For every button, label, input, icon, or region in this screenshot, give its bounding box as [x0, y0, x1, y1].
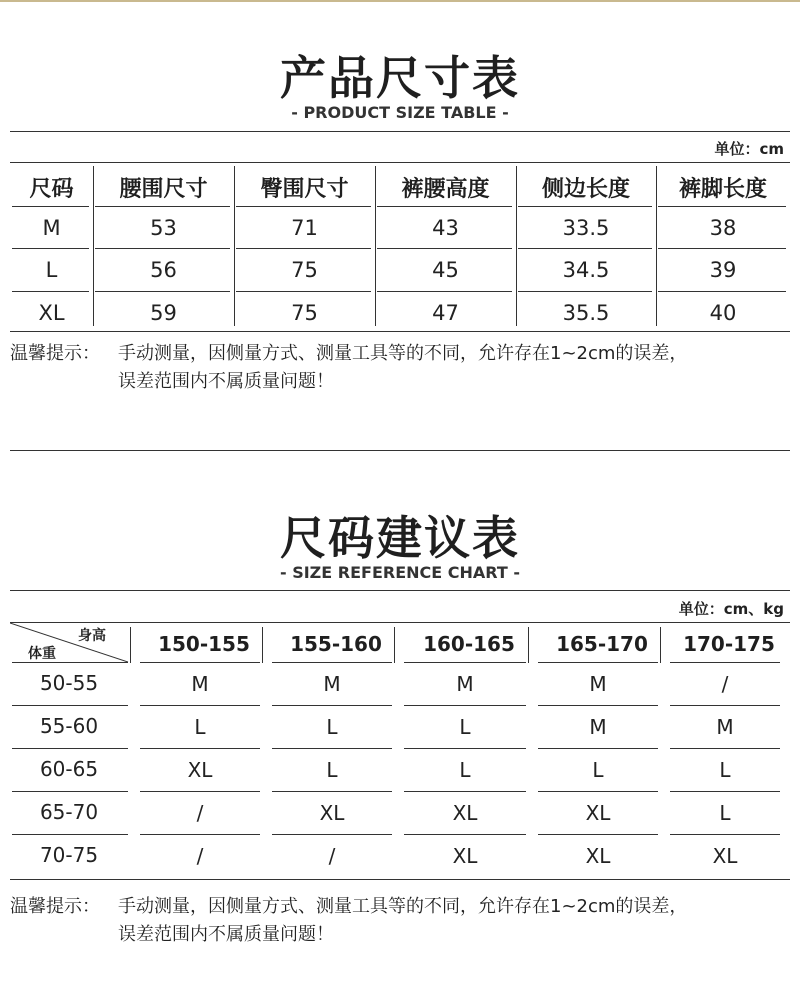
row-divider — [518, 248, 652, 249]
measurement-value: 75 — [291, 301, 318, 325]
recommended-size: M — [191, 672, 209, 696]
row-divider — [140, 748, 260, 749]
recommended-size: / — [328, 844, 336, 868]
measurement-value: 38 — [709, 216, 737, 240]
row-divider — [670, 834, 780, 835]
weight-range-label: 65-70 — [39, 800, 99, 824]
column-divider — [262, 627, 263, 663]
recommended-size: M — [589, 672, 607, 696]
row-divider — [272, 662, 392, 663]
recommended-size: XL — [585, 844, 611, 868]
weight-range-label: 50-55 — [39, 671, 99, 695]
measurement-value: 33.5 — [562, 216, 610, 240]
tip-line-2: 误差范围内不属质量问题！ — [118, 924, 334, 945]
row-divider — [140, 834, 260, 835]
row-divider — [272, 834, 392, 835]
measurement-value: 53 — [150, 216, 177, 240]
row-divider — [140, 705, 260, 706]
recommended-size: L — [326, 758, 338, 782]
row-divider — [272, 705, 392, 706]
divider — [10, 131, 790, 132]
measurement-value: 40 — [709, 301, 737, 325]
divider — [10, 162, 790, 163]
divider — [10, 879, 790, 880]
row-divider — [12, 206, 89, 207]
row-divider — [12, 248, 89, 249]
measurement-value: 56 — [150, 258, 177, 282]
row-divider — [12, 791, 128, 792]
row-divider — [538, 705, 658, 706]
recommended-size: XL — [319, 801, 345, 825]
row-divider — [670, 791, 780, 792]
recommended-size: L — [592, 758, 604, 782]
column-divider — [660, 627, 661, 663]
height-range-header: 170-175 — [683, 632, 775, 656]
measurement-value: 34.5 — [562, 258, 610, 282]
row-divider — [236, 248, 371, 249]
size-table-header: 裤腰高度 — [401, 177, 490, 202]
size-table-header: 臀围尺寸 — [260, 177, 349, 202]
measurement-value: 59 — [150, 301, 177, 325]
row-divider — [377, 248, 512, 249]
row-divider — [272, 748, 392, 749]
recommended-size: L — [719, 801, 731, 825]
column-divider — [130, 627, 131, 663]
section-divider — [10, 450, 790, 451]
row-divider — [518, 206, 652, 207]
row-divider — [538, 834, 658, 835]
recommended-size: M — [589, 715, 607, 739]
measurement-value: 71 — [291, 216, 318, 240]
recommended-size: XL — [187, 758, 213, 782]
weight-range-label: 70-75 — [39, 843, 99, 867]
recommended-size: M — [323, 672, 341, 696]
recommended-size: XL — [712, 844, 738, 868]
recommended-size: XL — [452, 844, 478, 868]
row-divider — [670, 662, 780, 663]
tip-label: 温馨提示： — [10, 896, 100, 917]
weight-range-label: 60-65 — [39, 757, 99, 781]
row-divider — [538, 748, 658, 749]
measurement-value: 47 — [432, 301, 459, 325]
size-table-tip — [10, 340, 800, 396]
recommended-size: XL — [585, 801, 611, 825]
row-divider — [272, 791, 392, 792]
row-divider — [377, 291, 512, 292]
measurement-value: 45 — [432, 258, 459, 282]
row-divider — [95, 248, 230, 249]
row-divider — [95, 206, 230, 207]
size-table-header: 尺码 — [29, 177, 74, 202]
height-range-header: 155-160 — [290, 632, 382, 656]
column-divider — [394, 627, 395, 663]
row-divider — [670, 748, 780, 749]
recommended-size: L — [194, 715, 206, 739]
size-table-unit: 单位：cm — [714, 140, 784, 158]
row-divider — [404, 705, 526, 706]
reference-chart-title: 尺码建议表 — [280, 511, 520, 565]
corner-weight-label: 体重 — [28, 646, 56, 662]
reference-chart-unit: 单位：cm、kg — [678, 600, 784, 618]
row-divider — [377, 206, 512, 207]
measurement-value: 43 — [432, 216, 459, 240]
measurement-value: 35.5 — [562, 301, 610, 325]
recommended-size: / — [196, 844, 204, 868]
recommended-size: L — [719, 758, 731, 782]
row-divider — [538, 662, 658, 663]
tip-line-2: 误差范围内不属质量问题！ — [118, 371, 334, 392]
tip-line-1: 手动测量，因侧量方式、测量工具等的不同，允许存在1~2cm的误差， — [118, 343, 688, 364]
row-divider — [670, 705, 780, 706]
recommended-size: M — [456, 672, 474, 696]
reference-chart-subtitle: - SIZE REFERENCE CHART - — [279, 563, 521, 582]
row-divider — [140, 662, 260, 663]
recommended-size: M — [716, 715, 734, 739]
row-divider — [518, 291, 652, 292]
measurement-value: 39 — [709, 258, 737, 282]
divider — [10, 590, 790, 591]
recommended-size: / — [721, 672, 729, 696]
column-divider — [528, 627, 529, 663]
row-divider — [404, 834, 526, 835]
tip-line-1: 手动测量，因侧量方式、测量工具等的不同，允许存在1~2cm的误差， — [118, 896, 688, 917]
tip-label: 温馨提示： — [10, 343, 100, 364]
size-table-subtitle: - PRODUCT SIZE TABLE - — [291, 103, 509, 122]
size-table-header: 裤脚长度 — [678, 177, 767, 202]
height-range-header: 165-170 — [556, 632, 648, 656]
row-divider — [404, 791, 526, 792]
divider — [10, 331, 790, 332]
size-table-title: 产品尺寸表 — [280, 51, 520, 105]
recommended-size: L — [326, 715, 338, 739]
row-divider — [404, 748, 526, 749]
size-table-header: 腰围尺寸 — [119, 177, 208, 202]
row-divider — [658, 206, 786, 207]
height-range-header: 150-155 — [158, 632, 250, 656]
weight-range-label: 55-60 — [39, 714, 99, 738]
row-divider — [12, 291, 89, 292]
row-divider — [658, 291, 786, 292]
recommended-size: L — [459, 715, 471, 739]
recommended-size: L — [459, 758, 471, 782]
reference-chart-tip — [10, 893, 800, 949]
size-label: L — [45, 258, 58, 282]
row-divider — [404, 662, 526, 663]
measurement-value: 75 — [291, 258, 318, 282]
corner-height-label: 身高 — [78, 628, 106, 644]
size-label: M — [42, 216, 61, 240]
recommended-size: / — [196, 801, 204, 825]
row-divider — [140, 791, 260, 792]
row-divider — [12, 662, 128, 663]
row-divider — [12, 748, 128, 749]
row-divider — [236, 291, 371, 292]
size-table-header: 侧边长度 — [541, 177, 630, 202]
row-divider — [538, 791, 658, 792]
row-divider — [95, 291, 230, 292]
row-divider — [658, 248, 786, 249]
row-divider — [12, 705, 128, 706]
top-border — [0, 0, 800, 2]
row-divider — [12, 834, 128, 835]
height-range-header: 160-165 — [423, 632, 515, 656]
size-label: XL — [38, 301, 65, 325]
recommended-size: XL — [452, 801, 478, 825]
row-divider — [236, 206, 371, 207]
